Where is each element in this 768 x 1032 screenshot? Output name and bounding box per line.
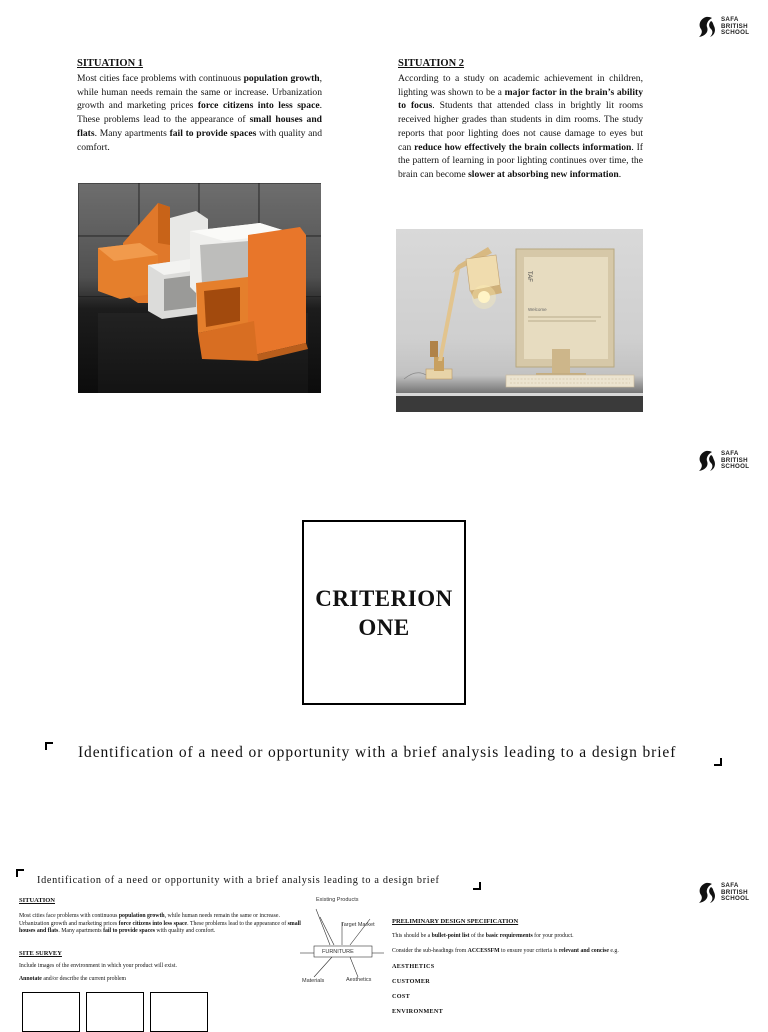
text-run: with quality and comfort.: [77, 127, 322, 153]
text-run: , while human needs remain the same or increase. Urbanization growth and marketing prices: [19, 913, 280, 927]
logo-line-3: SCHOOL: [721, 463, 750, 471]
school-logo: [696, 882, 749, 904]
situation-1-block: [77, 58, 322, 154]
bold-phrase: small houses and flats: [77, 114, 322, 139]
logo-line-2: BRITISH: [721, 888, 748, 896]
modular-chairs-photo: [78, 183, 321, 393]
annotate-text: [19, 976, 309, 984]
annotate-rest: and/or describe the current problem: [41, 976, 127, 983]
mindmap-target-market: Target Market: [341, 922, 375, 928]
safa-logo-icon: [696, 450, 716, 472]
site-survey-heading: SITE SURVEY: [19, 949, 62, 957]
logo-line-1: SAFA: [721, 16, 739, 24]
mindmap-existing-products: Existing Products: [316, 897, 359, 903]
text-run: According to a study on academic achievement in children, lighting was shown to be a: [398, 73, 643, 98]
logo-line-3: SCHOOL: [721, 895, 750, 903]
banner-corner-bottom-right: [714, 758, 722, 766]
text-run: .: [618, 168, 622, 180]
criterion-box: [302, 520, 466, 705]
page3-situation-text: [19, 913, 309, 936]
pds-line-2-mid: to ensure your criteria is: [499, 947, 559, 954]
logo-line-2: BRITISH: [721, 22, 748, 30]
bold-phrase: population growth: [243, 73, 320, 84]
pds-line-1-bold-2: basic requirements: [485, 933, 533, 939]
bold-phrase: force citizens into less space: [197, 100, 320, 112]
bold-phrase: small houses and flats: [19, 920, 301, 935]
page3-situation-heading: SITUATION: [19, 897, 56, 904]
logo-line-1: SAFA: [721, 450, 739, 458]
bold-phrase: population growth: [118, 913, 165, 919]
annotate-bold: Annotate: [19, 976, 42, 983]
pds-line-1-post: for your product.: [532, 933, 574, 939]
site-survey-text: Include images of the environment in which your product will exist.: [19, 962, 177, 969]
bold-phrase: major factor in the brain’s ability to focus: [398, 86, 643, 112]
situation-2-text: [398, 72, 643, 182]
safa-logo-icon: [696, 882, 716, 904]
text-run: . If the pattern of learning in poor lighting continues over time, the brain can become: [398, 141, 643, 180]
mindmap-materials: Materials: [302, 978, 325, 984]
text-run: . These problems lead to the appearance of: [187, 920, 288, 927]
pds-line-2-post: e.g.: [608, 947, 619, 954]
desk-lamp-photo: [396, 229, 643, 412]
logo-line-3: SCHOOL: [721, 29, 750, 37]
logo-line-1: SAFA: [721, 882, 739, 890]
site-image-frame-2: [86, 992, 144, 1032]
bold-phrase: fail to provide spaces: [103, 928, 155, 935]
banner-corner-top-left: [45, 742, 53, 750]
pds-line-1-bold-1: bullet-point list: [431, 933, 470, 939]
text-run: with quality and comfort.: [154, 928, 216, 935]
school-logo: [696, 450, 749, 472]
text-run: . Many apartments: [58, 928, 104, 935]
pds-line-2: [392, 948, 692, 956]
situation-2-heading: SITUATION 2: [398, 58, 465, 69]
pds-column: [392, 918, 692, 1015]
pds-heading: PRELIMINARY DESIGN SPECIFICATION: [392, 918, 519, 925]
bold-phrase: fail to provide spaces: [169, 127, 257, 139]
mindmap-aesthetics: Aesthetics: [346, 977, 372, 983]
bold-phrase: force citizens into less space: [118, 920, 188, 927]
text-run: . These problems lead to the appearance of: [77, 100, 322, 126]
pds-line-1-mid: of the: [469, 933, 486, 939]
mindmap-center: FURNITURE: [322, 949, 354, 955]
pds-line-2-pre: Consider the sub-headings from: [392, 947, 468, 954]
text-run: . Students that attended class in brightly lit rooms received higher grades than students in dim rooms. The study reports that poor lighting does not cause damage to eyes but can: [398, 100, 643, 153]
logo-line-2: BRITISH: [721, 456, 748, 464]
pds-line-1: [392, 933, 692, 941]
screen-title: TAF: [526, 271, 532, 282]
spec-item: AESTHETICS: [392, 963, 435, 971]
criterion-title: [315, 584, 452, 642]
pds-line-2-bold-1: ACCESSFM: [467, 947, 500, 954]
situation-1-text: [77, 72, 322, 154]
pds-line-2-bold-2: relevant and concise: [558, 947, 609, 954]
spec-item: ENVIRONMENT: [392, 1008, 444, 1016]
situation-1-heading: SITUATION 1: [77, 58, 144, 69]
criterion-banner: Identification of a need or opportunity with a brief analysis leading to a design brief: [78, 744, 677, 761]
p3-banner-corner-top-left: [16, 869, 24, 877]
spec-item: CUSTOMER: [392, 978, 431, 986]
page3-banner: Identification of a need or opportunity with a brief analysis leading to a design brief: [37, 875, 440, 886]
page3-left-column: [19, 897, 309, 984]
text-run: , while human needs remain the same or increase. Urbanization growth and marketing prices: [77, 73, 323, 112]
situation-2-block: [398, 58, 643, 182]
text-run: Most cities face problems with continuous: [19, 913, 119, 919]
site-image-frame-1: [22, 992, 80, 1032]
bold-phrase: reduce how effectively the brain collects information: [414, 141, 632, 153]
text-run: . Many apartments: [94, 127, 170, 139]
p3-banner-corner-bottom-right: [473, 882, 481, 890]
safa-logo-icon: [696, 16, 716, 38]
pds-line-1-pre: This should be a: [392, 933, 432, 939]
spec-item: COST: [392, 993, 411, 1001]
screen-heading: Welcome: [528, 307, 547, 312]
text-run: Most cities face problems with continuous: [77, 73, 244, 84]
criterion-line-1: CRITERION: [315, 585, 453, 611]
criterion-line-2: ONE: [358, 614, 410, 640]
bold-phrase: slower at absorbing new information: [468, 168, 619, 180]
site-image-frame-3: [150, 992, 208, 1032]
school-logo: [696, 16, 749, 38]
